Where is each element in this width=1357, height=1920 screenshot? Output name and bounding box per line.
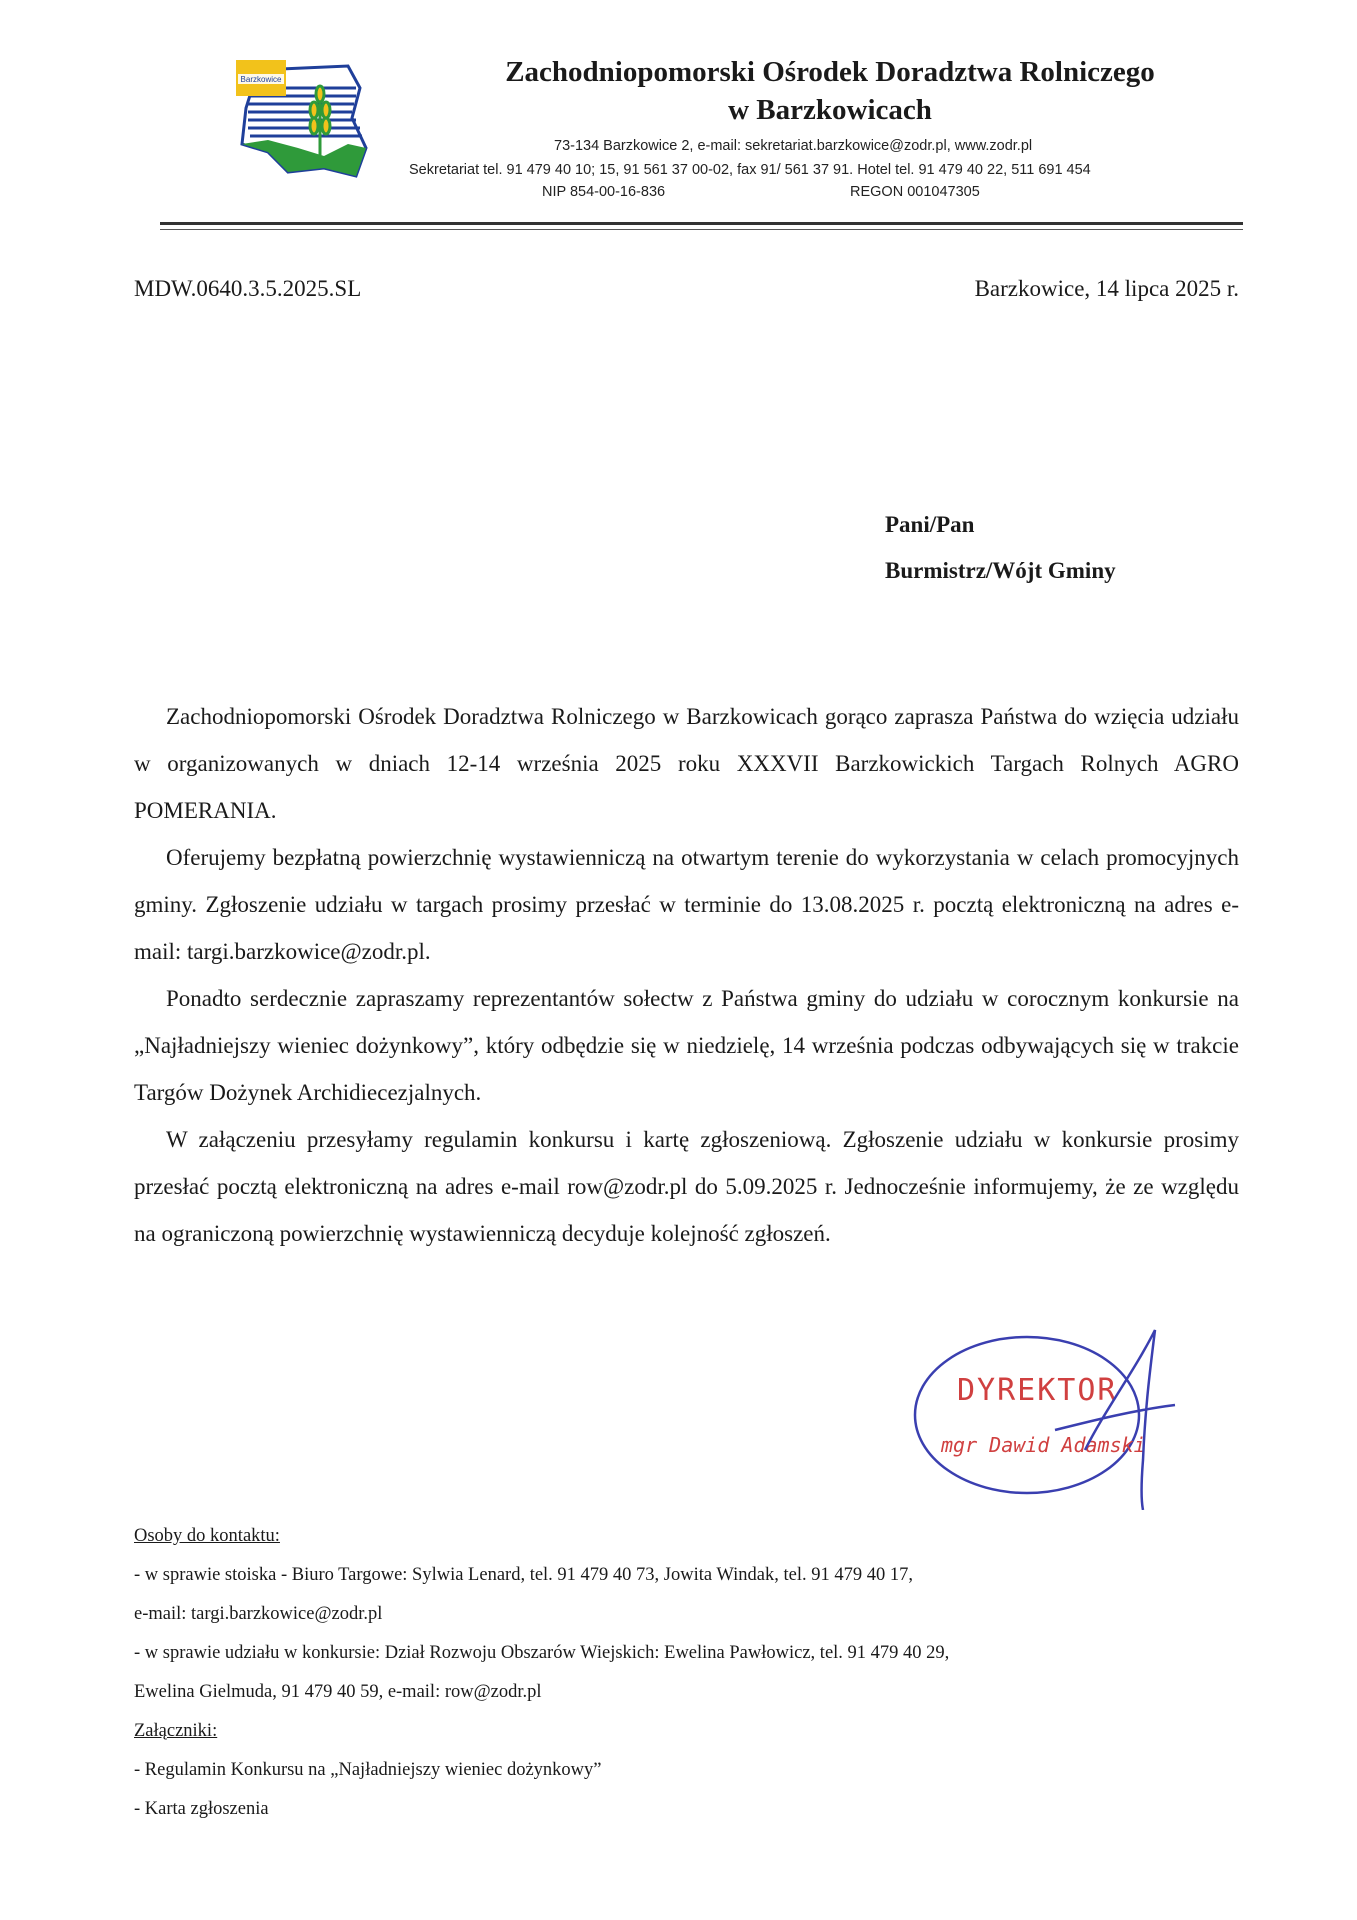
attachments-heading: Załączniki:	[134, 1721, 218, 1741]
org-title-line1: Zachodniopomorski Ośrodek Doradztwa Rolniczego	[505, 56, 1155, 88]
director-stamp	[905, 1310, 1205, 1510]
header-rule-thin	[160, 229, 1243, 230]
letter-body	[134, 693, 1239, 1257]
logo-label: Barzkowice	[240, 75, 282, 84]
contact-line: - w sprawie udziału w konkursie: Dział Rozwoju Obszarów Wiejskich: Ewelina Pawłowicz, tel. 91 479 40 29,	[134, 1643, 950, 1663]
header-nip: NIP 854-00-16-836	[542, 184, 666, 200]
signature-mark	[1055, 1330, 1175, 1510]
zodr-logo	[228, 48, 378, 198]
recipient-line1: Pani/Pan	[885, 512, 975, 537]
contact-line: e-mail: targi.barzkowice@zodr.pl	[134, 1604, 383, 1624]
paragraph: W załączeniu przesyłamy regulamin konkursu i kartę zgłoszeniową. Zgłoszenie udziału w konkursie prosimy przesłać pocztą elektroniczną na adres e-mail row@zodr.pl do 5.09.2025 r. Jednocześnie informujemy, że ze względu na ograniczoną powierzchnię wystawienniczą decyduje kolejność zgłoszeń.	[134, 1127, 1239, 1246]
header-rule-thick	[160, 222, 1243, 225]
stamp-title: DYREKTOR	[957, 1373, 1118, 1408]
contacts-section	[134, 1517, 1244, 1829]
attachment-item: - Regulamin Konkursu na „Najładniejszy wieniec dożynkowy”	[134, 1760, 602, 1780]
stamp-name: mgr Dawid Adamski	[941, 1433, 1146, 1457]
recipient-line2: Burmistrz/Wójt Gminy	[885, 558, 1116, 583]
contacts-heading: Osoby do kontaktu:	[134, 1526, 280, 1546]
letter-date: Barzkowice, 14 lipca 2025 r.	[974, 276, 1239, 301]
contact-line: Ewelina Gielmuda, 91 479 40 59, e-mail: row@zodr.pl	[134, 1682, 542, 1702]
header-phones: Sekretariat tel. 91 479 40 10; 15, 91 561 37 00-02, fax 91/ 561 37 91. Hotel tel. 91 479 40 22, 511 691 454	[409, 162, 1091, 178]
paragraph: Ponadto serdecznie zapraszamy reprezentantów sołectw z Państwa gminy do udziału w corocznym konkursie na „Najładniejszy wieniec dożynkowy”, który odbędzie się w niedzielę, 14 września podczas odbywających się w trakcie Targów Dożynek Archidiecezjalnych.	[134, 986, 1239, 1105]
header-address: 73-134 Barzkowice 2, e-mail: sekretariat.barzkowice@zodr.pl, www.zodr.pl	[554, 138, 1033, 154]
reference-number: MDW.0640.3.5.2025.SL	[134, 276, 362, 301]
header-regon: REGON 001047305	[850, 184, 980, 200]
attachment-item: - Karta zgłoszenia	[134, 1799, 269, 1819]
org-title-line2: w Barzkowicach	[728, 94, 932, 126]
paragraph: Zachodniopomorski Ośrodek Doradztwa Rolniczego w Barzkowicach gorąco zaprasza Państwa do wzięcia udziału w organizowanych w dniach 12-14 września 2025 roku XXXVII Barzkowickich Targach Rolnych AGRO POMERANIA.	[134, 704, 1239, 823]
contact-line: - w sprawie stoiska - Biuro Targowe: Sylwia Lenard, tel. 91 479 40 73, Jowita Windak, tel. 91 479 40 17,	[134, 1565, 913, 1585]
paragraph: Oferujemy bezpłatną powierzchnię wystawienniczą na otwartym terenie do wykorzystania w celach promocyjnych gminy. Zgłoszenie udziału w targach prosimy przesłać w terminie do 13.08.2025 r. pocztą elektroniczną na adres e-mail: targi.barzkowice@zodr.pl.	[134, 845, 1239, 964]
